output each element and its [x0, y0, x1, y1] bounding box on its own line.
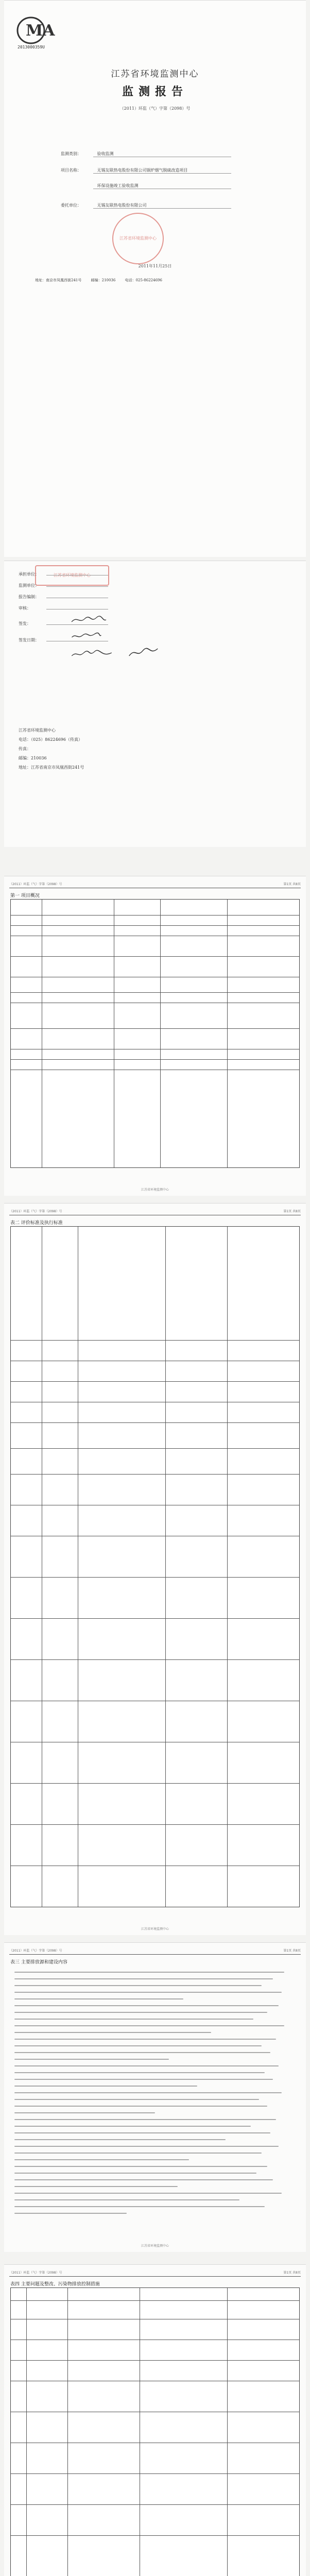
- table-row-line: [11, 1059, 299, 1060]
- sig-label: 承担单位：: [19, 572, 39, 577]
- cma-logo-text: MA: [26, 22, 55, 40]
- certification-code: 2013000359U: [18, 45, 45, 49]
- table-row-line: [11, 1659, 299, 1660]
- contact-line: 传真：: [19, 747, 31, 751]
- text-line: [14, 2153, 262, 2154]
- text-line: [14, 2032, 211, 2033]
- page-header: [9, 1948, 301, 1955]
- text-line: [14, 2213, 127, 2214]
- text-line: [14, 2173, 256, 2174]
- table-row-line: [11, 1028, 299, 1029]
- cover-page: [4, 0, 306, 557]
- table-row-line: [11, 2504, 299, 2505]
- address: 地址：南京市凤凰西街241号: [35, 278, 82, 282]
- postcode: 邮编：210036: [91, 278, 116, 282]
- field-value: 无锡友联热电股份有限公司: [93, 202, 231, 209]
- field-label: 委托单位：: [61, 203, 81, 208]
- text-line: [14, 1972, 284, 1973]
- handwritten-signature: [70, 649, 113, 660]
- text-line: [14, 1985, 262, 1986]
- address-line: [35, 278, 170, 283]
- text-line: [14, 2079, 273, 2080]
- text-line: [14, 2206, 265, 2207]
- sig-label: 审核：: [19, 606, 31, 611]
- page-footer: 江苏省环境监测中心: [141, 2244, 169, 2248]
- section-title: 第一 项目概况: [10, 893, 40, 899]
- header-right: 第1页 共8页: [283, 1210, 301, 1213]
- signature-seal: 江苏省环境监测中心: [35, 565, 109, 586]
- table-row-line: [11, 915, 299, 916]
- official-seal: 江苏省环境监测中心: [112, 213, 164, 264]
- text-line: [14, 2199, 239, 2200]
- text-line: [14, 2005, 279, 2006]
- handwritten-signature: [70, 615, 109, 625]
- body-text: [14, 1972, 296, 2219]
- table-col-line: [160, 900, 161, 1167]
- project-info-table: [10, 899, 300, 1168]
- handwritten-signature: [126, 647, 160, 660]
- problems-page: [4, 2264, 306, 2576]
- report-title: 监测报告: [122, 85, 188, 98]
- sig-label: 签发：: [19, 621, 31, 626]
- project-info-page: [4, 876, 306, 1196]
- text-line: [14, 2186, 178, 2187]
- page-header: [9, 1209, 301, 1215]
- header-left: （2011）环监（气）字第（2098）号: [9, 883, 62, 886]
- page-header: [9, 882, 301, 888]
- table-row-line: [11, 2473, 299, 2474]
- header-right: 第1页 共8页: [283, 883, 301, 886]
- table-row-line: [11, 925, 299, 926]
- standards-page: [4, 1203, 306, 1935]
- text-line: [14, 2045, 262, 2046]
- contact-line: 电话：（025）86224696（传真）: [19, 737, 82, 742]
- org-title: 江苏省环境监测中心: [111, 69, 199, 79]
- contact-line: 江苏省环境监测中心: [19, 728, 56, 733]
- text-line: [14, 2019, 253, 2020]
- contact-line: 邮编：210036: [19, 756, 47, 760]
- phone: 电话：025-86224696: [125, 278, 162, 282]
- table-col-line: [227, 1227, 228, 1907]
- table-row-line: [11, 1422, 299, 1423]
- page-footer: 江苏省环境监测中心: [141, 1188, 169, 1192]
- text-line: [14, 2112, 155, 2113]
- text-line: [14, 2039, 276, 2040]
- seal-date: 2011年11月25日: [138, 264, 172, 268]
- field-client: [61, 202, 231, 209]
- table-col-line: [165, 1227, 166, 1907]
- text-line: [14, 2166, 267, 2167]
- header-left: （2011）环监（气）字第（2098）号: [9, 1949, 62, 1953]
- contact-line: 地址：江苏省南京市凤凰西街241号: [19, 765, 84, 770]
- handwritten-signature: [70, 631, 104, 641]
- sig-label: 签发日期：: [19, 638, 39, 642]
- field-value: 验收监测: [93, 151, 231, 157]
- table-row-line: [11, 1824, 299, 1825]
- text-line: [14, 2065, 279, 2066]
- table-row-line: [11, 1381, 299, 1382]
- contact-block: [19, 726, 84, 772]
- text-line: [14, 2119, 276, 2120]
- table-row-line: [11, 1577, 299, 1578]
- text-line: [14, 2139, 226, 2140]
- sig-row: [19, 605, 108, 611]
- table-row-line: [11, 2300, 299, 2301]
- page-footer: 江苏省环境监测中心: [141, 1927, 169, 1931]
- text-line: [14, 2132, 270, 2133]
- field-label: 监测类别：: [61, 151, 81, 156]
- text-line: [14, 1998, 183, 1999]
- section-title: 表四 主要问题及整改、污染物排放控制措施: [10, 2282, 100, 2287]
- header-right: 第1页 共8页: [283, 2271, 301, 2275]
- text-line: [14, 2052, 270, 2053]
- text-line: [14, 2012, 267, 2013]
- text-line: [14, 2146, 279, 2147]
- page-header: [9, 2270, 301, 2277]
- field-project-name: [61, 167, 231, 174]
- sig-line: [46, 586, 108, 587]
- text-line: [14, 2193, 282, 2194]
- header-right: 第1页 共8页: [283, 1949, 301, 1953]
- text-line: [14, 2179, 273, 2180]
- standards-table: [10, 1226, 300, 1907]
- text-line: [14, 2099, 259, 2100]
- table-col-line: [227, 2288, 228, 2576]
- section-title: 表三 主要排放源和建设内容: [10, 1960, 67, 1965]
- table-row-line: [11, 956, 299, 957]
- field-value: 无锡友联热电股份有限公司锅炉烟气脱硫改造项目: [93, 167, 231, 174]
- text-line: [14, 2126, 251, 2127]
- table-col-line: [67, 2288, 68, 2576]
- field-monitoring-type: [61, 151, 231, 157]
- sig-label: 监测单位：: [19, 583, 39, 588]
- sig-label: 报告编制：: [19, 595, 39, 599]
- text-line: [14, 2086, 197, 2087]
- text-line: [14, 2106, 267, 2107]
- table-row-line: [11, 1448, 299, 1449]
- text-line: [14, 2059, 169, 2060]
- field-label: 项目名称：: [61, 168, 81, 173]
- table-col-line: [227, 900, 228, 1167]
- emission-sources-page: [4, 1942, 306, 2252]
- header-left: （2011）环监（气）字第（2098）号: [9, 2271, 62, 2275]
- text-line: [14, 2092, 282, 2093]
- table-row-line: [11, 1340, 299, 1341]
- header-left: （2011）环监（气）字第（2098）号: [9, 1210, 62, 1213]
- table-row-line: [11, 1618, 299, 1619]
- text-line: [14, 2072, 265, 2073]
- sig-row: [19, 594, 108, 600]
- field-project-name-cont: [61, 183, 231, 189]
- text-line: [14, 1978, 273, 1979]
- table-row-line: [11, 2535, 299, 2536]
- table-row-line: [11, 992, 299, 993]
- report-number: （2011）环监（气）字第（2098）号: [119, 106, 191, 111]
- sig-row: [19, 583, 108, 588]
- sig-row: [19, 571, 108, 577]
- text-line: [14, 2025, 284, 2026]
- table-col-line: [26, 2288, 27, 2576]
- text-line: [14, 1992, 282, 1993]
- field-value: 环保设施竣工验收监测: [93, 183, 231, 189]
- signature-page: [4, 561, 306, 847]
- table-row-line: [11, 2360, 299, 2361]
- table-row-line: [11, 1783, 299, 1784]
- problems-table: [10, 2287, 300, 2576]
- cma-certification-logo: [15, 15, 67, 45]
- table-row-line: [11, 1474, 299, 1475]
- section-title: 表二 评价标准及执行标准: [10, 1221, 63, 1226]
- text-line: [14, 2159, 189, 2160]
